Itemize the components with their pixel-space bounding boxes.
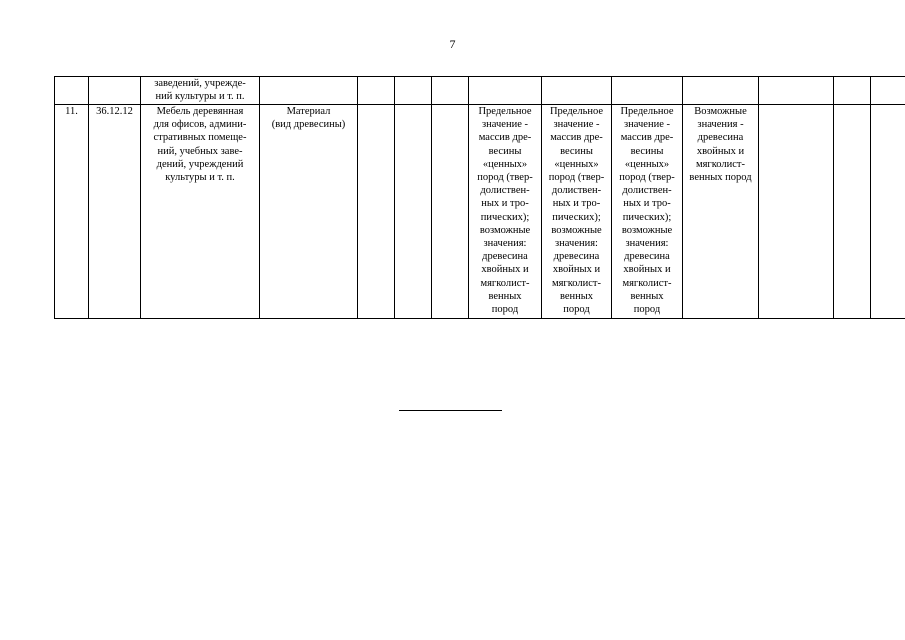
cell-limit-value-3: [612, 105, 683, 319]
text-line: долиствен-: [622, 185, 672, 197]
text-line: для офисов, админи-: [153, 119, 247, 131]
text-line: «ценных»: [624, 158, 670, 170]
text-line: пород: [563, 304, 590, 316]
cell-row-number: 11.: [55, 105, 89, 319]
text-line: весины: [560, 145, 593, 157]
text-line: Возможные: [694, 106, 747, 117]
text-line: мягколист-: [551, 277, 602, 289]
cell-empty: [871, 105, 905, 319]
text-line: значение -: [553, 119, 600, 131]
text-line: (вид древесины): [271, 119, 346, 131]
text-line: возможные: [551, 224, 602, 236]
text-line: мягколист-: [622, 277, 672, 289]
text-line: заведений, учрежде-: [154, 78, 246, 89]
text-line: ных и тро-: [552, 198, 601, 210]
text-line: значение -: [482, 119, 528, 131]
cell-empty: [358, 105, 395, 319]
text-line: Предельное: [549, 106, 604, 117]
cell-empty: [395, 105, 432, 319]
text-line: пород: [633, 304, 661, 316]
text-line: пород (твер-: [619, 172, 675, 184]
cell-name-continuation: [141, 77, 260, 105]
text-line: ний, учебных заве-: [157, 145, 243, 157]
text-line: пических);: [622, 211, 672, 223]
cell-okpd-code: 36.12.12: [89, 105, 141, 319]
cell-empty: [260, 77, 358, 105]
text-line: весины: [630, 145, 664, 157]
text-line: возможные: [479, 224, 531, 236]
text-line: массив дре-: [478, 132, 532, 144]
cell-empty: [834, 105, 871, 319]
table-row-11: [55, 105, 905, 319]
text-line: венных пород: [689, 172, 752, 184]
text-line: пород (твер-: [477, 172, 533, 184]
text-line: ных и тро-: [481, 198, 529, 210]
text-line: пических);: [480, 211, 530, 223]
text-line: Мебель деревянная: [156, 106, 244, 117]
cell-empty: [469, 77, 542, 105]
cell-empty: [542, 77, 612, 105]
text-line: дений, учреждений: [156, 158, 244, 170]
cell-product-name: [141, 105, 260, 319]
text-line: массив дре-: [620, 132, 674, 144]
table-row-continuation: [55, 77, 905, 105]
text-line: древесина: [482, 251, 528, 263]
text-line: пород: [491, 304, 519, 316]
requirements-table: [54, 76, 905, 319]
cell-empty: [432, 105, 469, 319]
cell-limit-value-2: [542, 105, 612, 319]
text-line: древесина: [624, 251, 670, 263]
text-line: венных: [488, 290, 522, 302]
text-line: «ценных»: [482, 158, 528, 170]
text-line: древесина: [697, 132, 744, 144]
cell-limit-value-1: [469, 105, 542, 319]
text-line: весины: [488, 145, 522, 157]
text-line: значения:: [483, 238, 527, 250]
text-line: мягколист-: [695, 158, 746, 170]
cell-empty: [683, 77, 759, 105]
text-line: массив дре-: [550, 132, 603, 144]
text-line: пических);: [552, 211, 601, 223]
text-line: хвойных и: [623, 264, 671, 276]
cell-empty: [834, 77, 871, 105]
cell-empty: [395, 77, 432, 105]
cell-empty: [759, 105, 834, 319]
cell-empty: [871, 77, 905, 105]
text-line: хвойных и: [696, 145, 745, 157]
cell-empty: [89, 77, 141, 105]
text-line: пород (твер-: [548, 172, 605, 184]
text-line: Материал: [286, 106, 331, 117]
text-line: ний культуры и т. п.: [155, 91, 245, 103]
text-line: ных и тро-: [623, 198, 671, 210]
text-line: стративных помеще-: [153, 132, 247, 144]
text-line: значение -: [624, 119, 670, 131]
text-line: хвойных и: [481, 264, 529, 276]
cell-empty: [358, 77, 395, 105]
text-line: значения -: [697, 119, 744, 131]
text-line: возможные: [621, 224, 673, 236]
text-line: венных: [559, 290, 594, 302]
cell-empty: [55, 77, 89, 105]
cell-possible-values: [683, 105, 759, 319]
page-number: 7: [449, 37, 456, 51]
text-line: значения:: [625, 238, 669, 250]
text-line: древесина: [553, 251, 600, 263]
cell-characteristic: [260, 105, 358, 319]
text-line: Предельное: [620, 106, 674, 117]
text-line: мягколист-: [480, 277, 530, 289]
text-line: «ценных»: [554, 158, 599, 170]
text-line: венных: [630, 290, 664, 302]
text-line: культуры и т. п.: [165, 172, 235, 184]
cell-empty: [432, 77, 469, 105]
text-line: долиствен-: [480, 185, 530, 197]
text-line: Предельное: [478, 106, 532, 117]
cell-empty: [759, 77, 834, 105]
text-line: долиствен-: [551, 185, 602, 197]
text-line: хвойных и: [552, 264, 601, 276]
cell-empty: [612, 77, 683, 105]
footnote-separator-line: [399, 410, 502, 411]
text-line: значения:: [555, 238, 598, 250]
